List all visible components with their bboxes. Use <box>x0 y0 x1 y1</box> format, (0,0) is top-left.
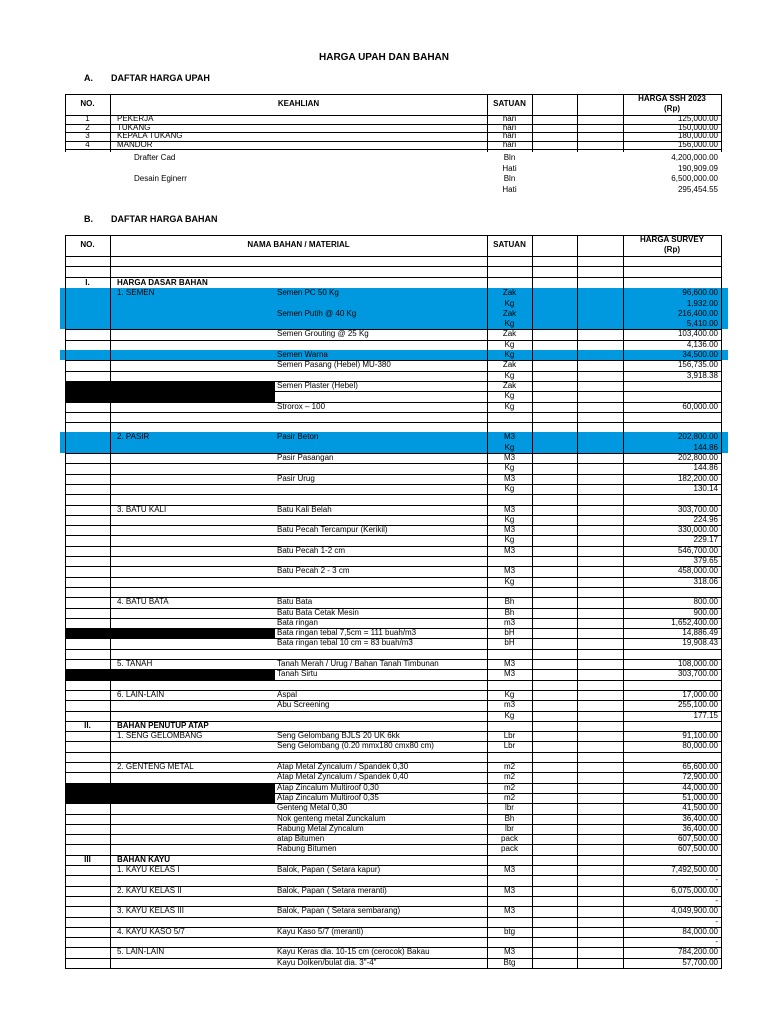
wage-header-unit: SATUAN <box>493 99 526 108</box>
material-name: Tanah Sirtu <box>277 669 318 679</box>
material-name: Bata ringan tebal 10 cm = 83 buah/m3 <box>277 638 413 648</box>
material-unit: m2 <box>503 782 516 792</box>
material-unit: Lbr <box>503 741 516 751</box>
column-divider <box>532 235 533 968</box>
group-name: 4. BATU BATA <box>117 597 169 607</box>
material-unit: Btg <box>503 957 516 967</box>
material-price: 229.17 <box>693 535 718 545</box>
material-unit: Lbr <box>503 731 516 741</box>
material-price: 34,500.00 <box>682 350 718 360</box>
group-name: 1. KAYU KELAS I <box>117 865 180 874</box>
material-unit: lbr <box>505 803 514 813</box>
material-name: Kayu Keras dia. 10-15 cm (cerocok) Bakau <box>277 947 430 957</box>
material-name: Atap Metal Zyncalum / Spandek 0,40 <box>277 772 409 782</box>
material-name: Seng Gelombang BJLS 20 UK 6kk <box>277 731 400 741</box>
material-price: 379.65 <box>693 556 718 566</box>
material-name: Pasir Beton <box>277 432 319 442</box>
extra-price: 6,500,000.00 <box>671 174 718 183</box>
wage-price: 150,000.00 <box>677 122 718 132</box>
material-price: - <box>715 875 718 885</box>
material-price: 224.96 <box>693 514 718 524</box>
material-unit: Zak <box>502 380 517 390</box>
material-unit: btg <box>503 926 516 936</box>
group-name: 2. KAYU KELAS II <box>117 885 182 895</box>
group-name: 2. GENTENG METAL <box>117 762 194 772</box>
material-name: Bata ringan <box>277 617 318 627</box>
wage-unit: hari <box>502 139 517 149</box>
material-name: Semen Plaster (Hebel) <box>277 380 358 390</box>
material-name: atap Bitumen <box>277 834 325 844</box>
material-price: 182,200.00 <box>677 473 718 483</box>
material-unit: Kg <box>504 514 515 524</box>
material-price: 303,700.00 <box>677 669 718 679</box>
wage-unit: hari <box>502 114 517 123</box>
material-name: Batu Bata Cetak Mesin <box>277 607 359 617</box>
material-price: 19,908.43 <box>682 638 718 648</box>
extra-unit: Hati <box>502 184 517 194</box>
material-unit: Zak <box>502 360 517 370</box>
material-unit: M3 <box>503 525 516 535</box>
material-price: 607,500.00 <box>677 844 718 854</box>
wage-skill: MANDOR <box>117 139 153 149</box>
group-name: 1. SEMEN <box>117 288 155 298</box>
material-price: 330,000.00 <box>677 525 718 535</box>
group-name: 5. LAIN-LAIN <box>117 947 165 957</box>
material-unit: M3 <box>503 885 516 895</box>
material-header-unit: SATUAN <box>493 240 526 249</box>
group-name: BAHAN KAYU <box>117 854 171 864</box>
material-price: 57,700.00 <box>682 957 718 967</box>
wage-header-skill: KEAHLIAN <box>277 99 320 108</box>
wage-price: 180,000.00 <box>677 131 718 140</box>
material-price: 458,000.00 <box>677 566 718 576</box>
material-unit: M3 <box>503 453 516 463</box>
material-price: 202,800.00 <box>677 453 718 463</box>
material-price: 14,886.49 <box>682 628 718 638</box>
material-price: 318.06 <box>693 576 718 586</box>
material-unit: bH <box>504 628 515 638</box>
material-price: 216,400.00 <box>677 308 718 318</box>
material-unit: Kg <box>504 535 515 545</box>
material-price: 6,075,000.00 <box>671 885 718 895</box>
group-number: II. <box>84 720 91 730</box>
group-name: 6. LAIN-LAIN <box>117 689 165 699</box>
material-unit: M3 <box>503 432 516 442</box>
material-price: - <box>715 916 718 926</box>
material-price: 144.86 <box>693 442 718 452</box>
row-redaction <box>65 381 275 391</box>
group-name: 1. SENG GELOMBANG <box>117 731 203 741</box>
material-unit: M3 <box>503 473 516 483</box>
wage-header-price: HARGA SSH 2023 <box>638 94 706 103</box>
extra-price: 295,454.55 <box>677 184 718 194</box>
material-name: Nok genteng metal Zunckalum <box>277 813 386 823</box>
material-unit: M3 <box>503 947 516 957</box>
material-price: 51,000.00 <box>682 792 718 802</box>
material-price: 303,700.00 <box>677 504 718 514</box>
wage-header-price-unit: (Rp) <box>664 104 680 113</box>
material-unit: m2 <box>503 772 516 782</box>
wage-no: 4 <box>85 139 90 149</box>
wage-skill: PEKERJA <box>117 114 154 123</box>
material-price: 72,900.00 <box>682 772 718 782</box>
material-name: Atap Zincalum Multiroof 0,30 <box>277 782 379 792</box>
material-unit: Bh <box>504 813 515 823</box>
material-name: Batu Bata <box>277 597 313 607</box>
extra-unit: Bln <box>503 174 516 183</box>
material-name: Batu Pecah 2 - 3 cm <box>277 566 350 576</box>
material-name: Tanah Merah / Urug / Bahan Tanah Timbunan <box>277 659 439 669</box>
group-name: BAHAN PENUTUP ATAP <box>117 720 209 730</box>
material-name: Batu Pecah Tercampur (Kerikil) <box>277 525 388 535</box>
column-divider <box>65 235 66 968</box>
material-price: 546,700.00 <box>677 545 718 555</box>
material-price: 84,000.00 <box>682 926 718 936</box>
column-divider <box>577 235 578 968</box>
wage-skill: TUKANG <box>117 122 151 132</box>
material-price: 5,410.00 <box>686 319 718 329</box>
material-name: Semen PC 50 Kg <box>277 288 339 298</box>
material-price: 91,100.00 <box>682 731 718 741</box>
extra-unit: Hati <box>502 163 517 173</box>
wage-no: 1 <box>85 114 90 123</box>
group-name: 3. KAYU KELAS III <box>117 906 184 916</box>
material-unit: M3 <box>503 669 516 679</box>
material-price: 44,000.00 <box>682 782 718 792</box>
material-unit: M3 <box>503 865 516 874</box>
material-price: 3,918.38 <box>686 370 718 380</box>
row-redaction <box>65 669 275 679</box>
material-price: 36,400.00 <box>682 813 718 823</box>
material-unit: m2 <box>503 792 516 802</box>
wage-skill: KEPALA TUKANG <box>117 131 183 140</box>
material-price: 177.15 <box>693 710 718 720</box>
wage-price: 156,000.00 <box>677 139 718 149</box>
group-name: 3. BATU KALI <box>117 504 167 514</box>
extra-skill: Drafter Cad <box>134 153 176 162</box>
extra-price: 190,909.09 <box>677 163 718 173</box>
material-unit: Kg <box>504 319 515 329</box>
section-b-letter: B. <box>84 214 93 224</box>
material-price: 800.00 <box>693 597 718 607</box>
extra-skill: Desain Eginerr <box>134 174 187 183</box>
group-name: 5. TANAH <box>117 659 153 669</box>
row-redaction <box>65 793 275 803</box>
material-price: 202,800.00 <box>677 432 718 442</box>
material-unit: M3 <box>503 545 516 555</box>
material-price: 156,735.00 <box>677 360 718 370</box>
material-name: Kayu Dolken/bulat dia. 3"-4" <box>277 957 377 967</box>
material-unit: Bh <box>504 607 515 617</box>
material-name: Atap Zincalum Multiroof 0,35 <box>277 792 379 802</box>
material-price: 784,200.00 <box>677 947 718 957</box>
material-name: Kayu Kaso 5/7 (meranti) <box>277 926 364 936</box>
group-name: HARGA DASAR BAHAN <box>117 278 208 287</box>
material-name: Rabung Metal Zyncalum <box>277 823 364 833</box>
group-number: I. <box>85 278 90 287</box>
row-redaction <box>65 391 275 401</box>
material-name: Semen Warna <box>277 350 328 360</box>
material-unit: M3 <box>503 566 516 576</box>
material-price: - <box>715 895 718 905</box>
material-price: - <box>715 937 718 947</box>
material-price: 80,000.00 <box>682 741 718 751</box>
material-unit: M3 <box>503 906 516 916</box>
wage-unit: hari <box>502 122 517 132</box>
row-redaction <box>65 628 275 638</box>
section-a-title: DAFTAR HARGA UPAH <box>111 73 210 83</box>
material-name: Pasir Urug <box>277 473 315 483</box>
material-name: Aspal <box>277 689 298 699</box>
column-divider <box>110 235 111 968</box>
material-name: Balok, Papan ( Setara sembarang) <box>277 906 401 916</box>
column-divider <box>487 235 488 968</box>
material-name: Genteng Metal 0,30 <box>277 803 348 813</box>
material-name: Seng Gelombang (0.20 mmx180 cmx80 cm) <box>277 741 434 751</box>
material-price: 900.00 <box>693 607 718 617</box>
section-a-letter: A. <box>84 73 93 83</box>
material-name: Balok, Papan ( Setara meranti) <box>277 885 387 895</box>
material-unit: m3 <box>503 700 516 710</box>
material-unit: Kg <box>504 350 515 360</box>
material-name: Rabung Bitumen <box>277 844 337 854</box>
material-name: Strorox – 100 <box>277 401 326 411</box>
material-name: Balok, Papan ( Setara kapur) <box>277 865 381 874</box>
material-unit: Kg <box>504 298 515 308</box>
material-header-no: NO. <box>80 240 95 249</box>
material-unit: M3 <box>503 659 516 669</box>
material-unit: m3 <box>503 617 516 627</box>
material-price: 65,600.00 <box>682 762 718 772</box>
material-price: 1,652,400.00 <box>671 617 718 627</box>
material-name: Bata ringan tebal 7,5cm = 111 buah/m3 <box>277 628 417 638</box>
material-unit: Kg <box>504 339 515 349</box>
material-price: 255,100.00 <box>677 700 718 710</box>
material-price: 60,000.00 <box>682 401 718 411</box>
material-price: 96,600.00 <box>682 288 718 298</box>
material-unit: lbr <box>505 823 514 833</box>
material-name: Semen Pasang (Hebel) MU-380 <box>277 360 391 370</box>
material-price: 130.14 <box>693 483 718 493</box>
material-header-price-unit: (Rp) <box>664 245 680 254</box>
material-price: 607,500.00 <box>677 834 718 844</box>
material-price: 7,492,500.00 <box>671 865 718 874</box>
material-price: 108,000.00 <box>677 659 718 669</box>
extra-unit: Bln <box>503 153 516 162</box>
material-unit: Zak <box>502 329 517 339</box>
material-header-name: NAMA BAHAN / MATERIAL <box>247 240 350 249</box>
group-name: 2. PASIR <box>117 432 150 442</box>
material-price: 4,049,900.00 <box>671 906 718 916</box>
material-name: Batu Kali Belah <box>277 504 332 514</box>
material-unit: bH <box>504 638 515 648</box>
wage-header-no: NO. <box>80 99 95 108</box>
material-price: 17,000.00 <box>682 689 718 699</box>
material-price: 1,932.00 <box>686 298 718 308</box>
material-unit: M3 <box>503 504 516 514</box>
material-price: 144.86 <box>693 463 718 473</box>
material-unit: Kg <box>504 710 515 720</box>
material-unit: Kg <box>504 576 515 586</box>
material-unit: Zak <box>502 288 517 298</box>
material-unit: Kg <box>504 689 515 699</box>
material-unit: Kg <box>504 391 515 401</box>
row-redaction <box>65 783 275 793</box>
material-name: Abu Screening <box>277 700 330 710</box>
material-unit: Zak <box>502 308 517 318</box>
wage-price: 125,000.00 <box>677 114 718 123</box>
material-unit: Kg <box>504 463 515 473</box>
material-unit: pack <box>501 834 518 844</box>
material-unit: Kg <box>504 370 515 380</box>
wage-no: 2 <box>85 122 90 132</box>
material-price: 4,136.00 <box>686 339 718 349</box>
material-price: 41,500.00 <box>682 803 718 813</box>
material-name: Semen Grouting @ 25 Kg <box>277 329 369 339</box>
material-unit: pack <box>501 844 518 854</box>
material-price: 103,400.00 <box>677 329 718 339</box>
material-unit: Kg <box>504 442 515 452</box>
material-unit: Kg <box>504 401 515 411</box>
wage-no: 3 <box>85 131 90 140</box>
group-name: 4. KAYU KASO 5/7 <box>117 926 185 936</box>
material-unit: Bh <box>504 597 515 607</box>
material-name: Semen Putih @ 40 Kg <box>277 308 357 318</box>
material-name: Pasir Pasangan <box>277 453 334 463</box>
page-title: HARGA UPAH DAN BAHAN <box>319 52 449 63</box>
material-name: Batu Pecah 1-2 cm <box>277 545 346 555</box>
column-divider <box>623 235 624 968</box>
material-price: 36,400.00 <box>682 823 718 833</box>
material-header-price: HARGA SURVEY <box>639 235 704 244</box>
material-name: Atap Metal Zyncalum / Spandek 0,30 <box>277 762 409 772</box>
column-divider <box>721 235 722 968</box>
wage-unit: hari <box>502 131 517 140</box>
material-unit: Kg <box>504 483 515 493</box>
group-number: III <box>84 854 91 864</box>
row-divider <box>65 968 722 969</box>
section-b-title: DAFTAR HARGA BAHAN <box>111 214 218 224</box>
extra-price: 4,200,000.00 <box>671 153 718 162</box>
material-unit: m2 <box>503 762 516 772</box>
